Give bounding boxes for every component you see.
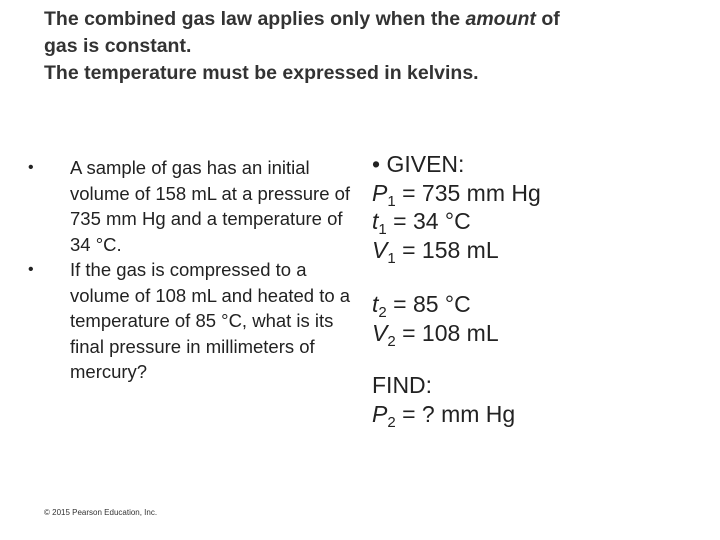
var-symbol: t xyxy=(372,291,379,317)
value-text: = 158 mL xyxy=(395,236,499,263)
value-text: = ? mm Hg xyxy=(395,400,516,427)
given-t2 xyxy=(372,290,702,319)
bullet-text-2: If the gas is compressed to a volume of 108 mL and heated to a temperature of 85 °C, what is its final pressure in millimeters of mercury? xyxy=(70,259,351,382)
given-v2 xyxy=(372,319,702,348)
value-text: = 108 mL xyxy=(395,319,499,346)
bullet-icon: • xyxy=(28,159,34,176)
problem-statement xyxy=(28,155,358,385)
slide-title xyxy=(44,6,714,87)
value-text: = 735 mm Hg xyxy=(395,179,541,206)
title-line-3: The temperature must be expressed in kelvins. xyxy=(44,62,479,84)
var-symbol: P xyxy=(372,400,388,427)
copyright-notice: © 2015 Pearson Education, Inc. xyxy=(44,508,158,517)
bullet-item-2 xyxy=(28,257,358,385)
title-emphasis: amount xyxy=(465,8,536,30)
given-p1 xyxy=(372,179,702,208)
var-subscript: 1 xyxy=(387,249,396,267)
var-subscript: 2 xyxy=(387,413,396,431)
bullet-icon: • xyxy=(28,261,34,278)
var-subscript: 2 xyxy=(387,332,396,350)
title-line-1 xyxy=(44,6,714,33)
var-symbol: V xyxy=(372,319,388,346)
title-line-1-pre: The combined gas law applies only when the xyxy=(44,8,466,30)
var-subscript: 2 xyxy=(378,304,387,321)
given-label: • GIVEN: xyxy=(372,151,465,177)
find-p2 xyxy=(372,400,702,429)
var-symbol: P xyxy=(372,179,388,206)
bullet-item-1 xyxy=(28,155,358,257)
given-find-panel xyxy=(372,150,702,431)
find-label: FIND: xyxy=(372,372,433,398)
var-subscript: 1 xyxy=(387,192,396,210)
given-t1 xyxy=(372,207,702,236)
given-v1 xyxy=(372,236,702,265)
title-line-2: gas is constant. xyxy=(44,35,192,57)
var-symbol: V xyxy=(372,236,388,263)
bullet-text-1: A sample of gas has an initial volume of 158 mL at a pressure of 735 mm Hg and a temperature of 34 °C. xyxy=(70,157,351,255)
title-line-1-post: of xyxy=(535,8,560,30)
var-subscript: 1 xyxy=(378,221,387,238)
value-text: = 85 °C xyxy=(386,291,471,317)
var-symbol: t xyxy=(372,208,379,234)
value-text: = 34 °C xyxy=(386,208,471,234)
